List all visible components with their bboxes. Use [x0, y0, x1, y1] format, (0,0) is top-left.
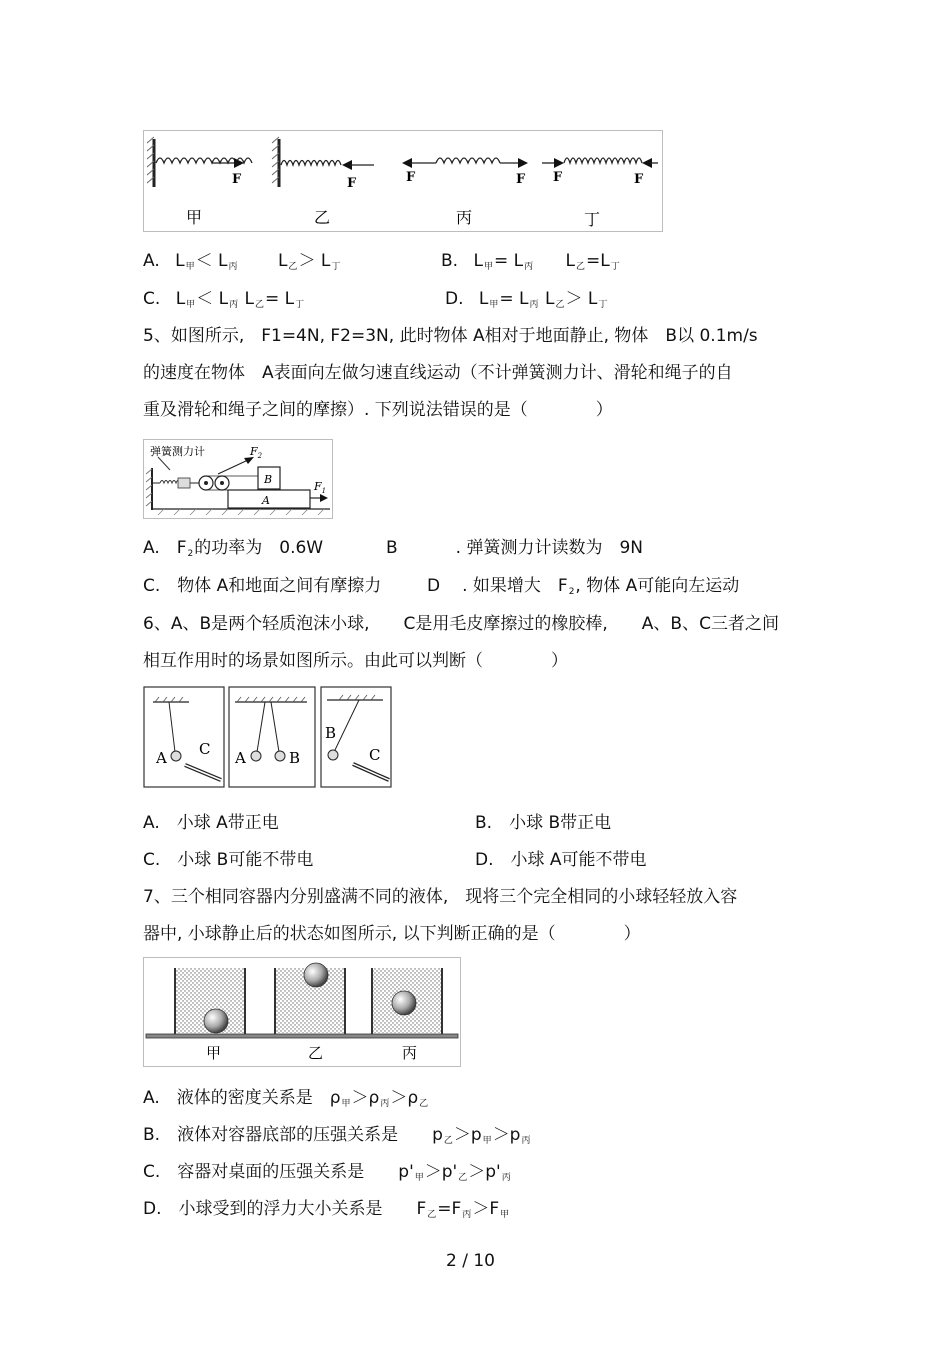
q6-option-b: B. 小球 B带正电	[475, 813, 612, 833]
q6-option-a: A. 小球 A带正电	[143, 813, 279, 833]
panel2-label-a: A	[235, 749, 246, 767]
spring-bing-left-force-label: F	[406, 170, 416, 185]
f1-label: $F_1$	[314, 480, 327, 495]
spring-label-jia: 甲	[186, 208, 203, 227]
q4-option-d-letter: D.	[445, 289, 464, 309]
f2-label: $F_2$	[250, 445, 263, 460]
spring-yi-force-label: F	[347, 176, 357, 191]
q4-option-d: D. L甲= L丙 L乙＞ L丁	[445, 289, 608, 310]
spring-bing-right-force-label: F	[516, 172, 526, 187]
q7-option-b: B. 液体对容器底部的压强关系是 p乙＞p甲＞p丙	[143, 1125, 531, 1146]
q5-stem-line-3: 重及滑轮和绳子之间的摩擦）. 下列说法错误的是（ ）	[143, 400, 613, 420]
panel3-label-b: B	[325, 724, 337, 742]
panel3-label-c: C	[369, 746, 381, 764]
q6-option-c: C. 小球 B可能不带电	[143, 850, 314, 870]
containers-figure	[143, 957, 461, 1067]
spring-label-yi: 乙	[314, 208, 331, 227]
springs-figure	[143, 130, 663, 232]
pulley-figure	[143, 439, 333, 519]
q6-stem-line-2: 相互作用时的场景如图所示。由此可以判断（ ）	[143, 651, 568, 671]
q5-option-c: C. 物体 A和地面之间有摩擦力	[143, 576, 382, 596]
panel1-label-c: C	[199, 740, 211, 758]
q7-option-a: A. 液体的密度关系是 ρ甲＞ρ丙＞ρ乙	[143, 1088, 429, 1109]
q4-option-b-letter: B.	[441, 251, 459, 271]
container-label-yi: 乙	[308, 1044, 324, 1062]
q7-stem-line-2: 器中, 小球静止后的状态如图所示, 以下判断正确的是（ ）	[143, 924, 641, 944]
q5-stem-line-1: 5、如图所示, F1=4N, F2=3N, 此时物体 A相对于地面静止, 物体 B以 0.1m/s	[143, 326, 758, 346]
q7-stem-line-1: 7、三个相同容器内分别盛满不同的液体, 现将三个完全相同的小球轻轻放入容	[143, 887, 738, 907]
spring-label-ding: 丁	[584, 210, 601, 229]
q4-option-c: C. L甲＜ L丙 L乙= L丁	[143, 289, 305, 310]
q4-option-a-letter: A.	[143, 251, 160, 271]
spring-ding-left-force-label: F	[553, 170, 563, 185]
q6-option-d: D. 小球 A可能不带电	[475, 850, 647, 870]
container-label-jia: 甲	[206, 1044, 222, 1062]
panel2-label-b: B	[289, 749, 301, 767]
q5-option-d: D . 如果增大 F2, 物体 A可能向左运动	[427, 576, 740, 597]
q7-option-c: C. 容器对桌面的压强关系是 p'甲＞p'乙＞p'丙	[143, 1162, 511, 1183]
q4-option-a: A. L甲＜ L丙 L乙＞ L丁	[143, 251, 341, 272]
block-a-label: A	[262, 494, 270, 507]
page-number: 2 / 10	[446, 1251, 495, 1271]
q7-option-d: D. 小球受到的浮力大小关系是 F乙=F丙＞F甲	[143, 1199, 510, 1220]
spring-ding-right-force-label: F	[634, 172, 644, 187]
q4-option-c-letter: C.	[143, 289, 161, 309]
q5-option-a: A. F2的功率为 0.6W	[143, 538, 324, 559]
spring-label-bing: 丙	[456, 208, 473, 227]
q4-option-b: B. L甲= L丙 L乙=L丁	[441, 251, 620, 272]
spring-meter-label: 弹簧测力计	[150, 445, 205, 458]
spring-jia-force-label: F	[232, 172, 242, 187]
q6-stem-line-1: 6、A、B是两个轻质泡沫小球, C是用毛皮摩擦过的橡胶棒, A、B、C三者之间	[143, 614, 779, 634]
block-b-label: B	[264, 473, 273, 486]
panel1-label-a: A	[156, 749, 167, 767]
charged-balls-figure	[143, 686, 393, 789]
container-label-bing: 丙	[402, 1044, 418, 1062]
q5-stem-line-2: 的速度在物体 A表面向左做匀速直线运动（不计弹簧测力计、滑轮和绳子的自	[143, 363, 733, 383]
q5-option-b: B . 弹簧测力计读数为 9N	[386, 538, 644, 558]
